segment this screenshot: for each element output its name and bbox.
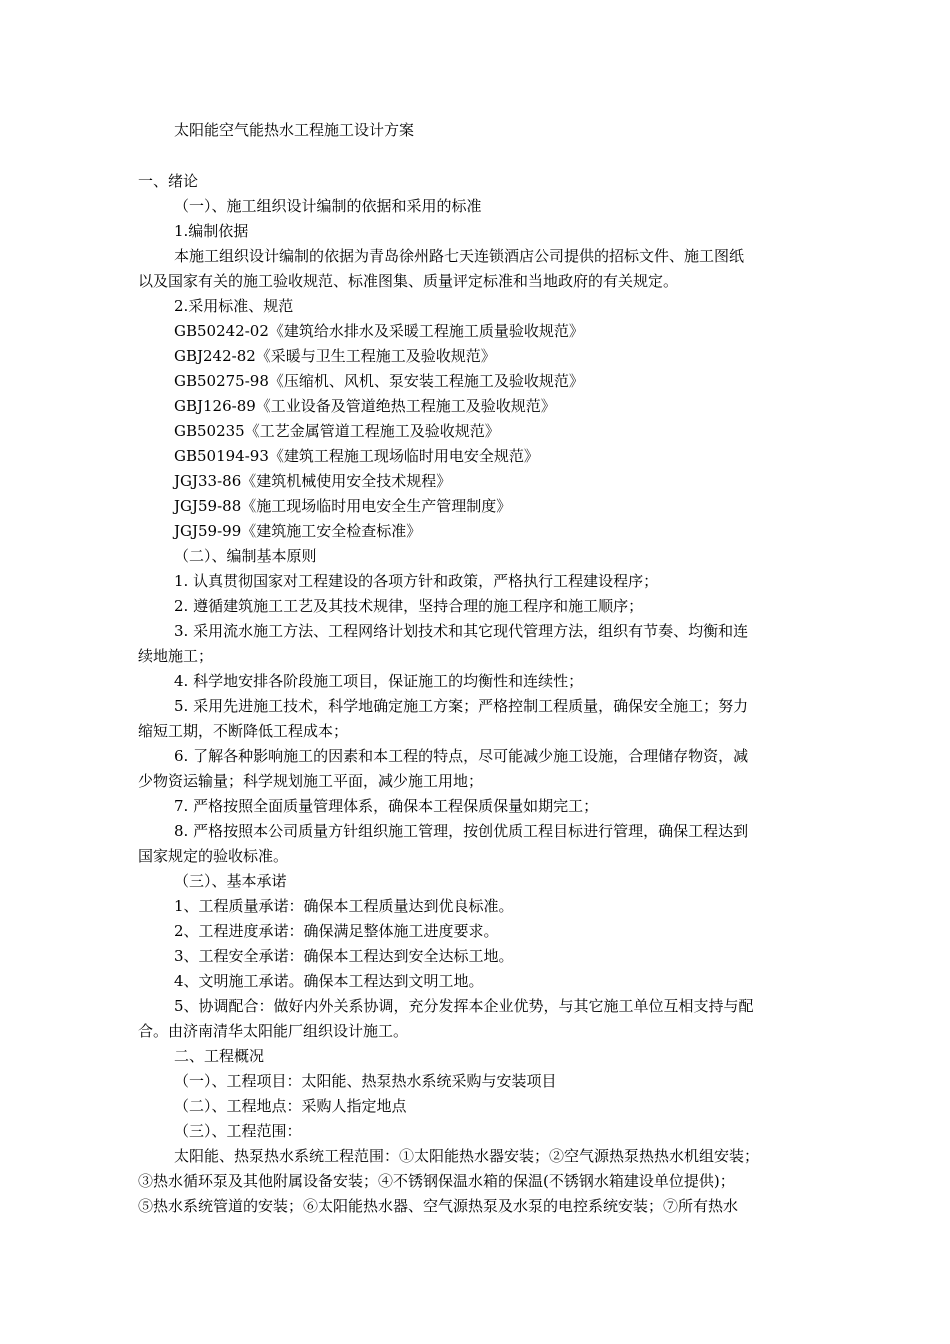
principle-item: 7. 严格按照全面质量管理体系，确保本工程保质保量如期完工； bbox=[174, 797, 599, 815]
overview-item: （二）、工程地点：采购人指定地点 bbox=[174, 1097, 407, 1115]
principle-item: 3. 采用流水施工方法、工程网络计划技术和其它现代管理方法，组织有节奏、均衡和连 bbox=[174, 622, 749, 640]
principle-item: 1. 认真贯彻国家对工程建设的各项方针和政策，严格执行工程建设程序； bbox=[174, 572, 659, 590]
subsection-heading: （二）、编制基本原则 bbox=[174, 547, 317, 565]
commitment-item: 2、工程进度承诺：确保满足整体施工进度要求。 bbox=[174, 922, 499, 940]
principle-item: 少物资运输量；科学规划施工平面，减少施工用地； bbox=[138, 772, 484, 790]
principle-item: 国家规定的验收标准。 bbox=[138, 847, 289, 865]
paragraph-line: 本施工组织设计编制的依据为青岛徐州路七天连锁酒店公司提供的招标文件、施工图纸 bbox=[174, 247, 745, 265]
section-heading: 一、绪论 bbox=[138, 172, 199, 190]
commitment-item: 合。由济南清华太阳能厂组织设计施工。 bbox=[138, 1022, 409, 1040]
principle-item: 6. 了解各种影响施工的因素和本工程的特点，尽可能减少施工设施，合理储存物资，减 bbox=[174, 747, 749, 765]
overview-item: （三）、工程范围： bbox=[174, 1122, 302, 1140]
item-heading: 1.编制依据 bbox=[174, 222, 249, 240]
section-heading: 二、工程概况 bbox=[174, 1047, 265, 1065]
principle-item: 8. 严格按照本公司质量方针组织施工管理，按创优质工程目标进行管理，确保工程达到 bbox=[174, 822, 749, 840]
principle-item: 缩短工期，不断降低工程成本； bbox=[138, 722, 349, 740]
item-heading: 2.采用标准、规范 bbox=[174, 297, 294, 315]
standard-item: JGJ33-86《建筑机械使用安全技术规程》 bbox=[174, 472, 452, 490]
principle-item: 续地施工； bbox=[138, 647, 214, 665]
overview-item: （一）、工程项目：太阳能、热泵热水系统采购与安装项目 bbox=[174, 1072, 557, 1090]
principle-item: 2. 遵循建筑施工工艺及其技术规律，坚持合理的施工程序和施工顺序； bbox=[174, 597, 644, 615]
commitment-item: 1、工程质量承诺：确保本工程质量达到优良标准。 bbox=[174, 897, 514, 915]
principle-item: 4. 科学地安排各阶段施工项目，保证施工的均衡性和连续性； bbox=[174, 672, 584, 690]
standard-item: GB50194-93《建筑工程施工现场临时用电安全规范》 bbox=[174, 447, 539, 465]
standard-item: GB50235《工艺金属管道工程施工及验收规范》 bbox=[174, 422, 500, 440]
standard-item: JGJ59-99《建筑施工安全检查标准》 bbox=[174, 522, 422, 540]
subsection-heading: （一）、施工组织设计编制的依据和采用的标准 bbox=[174, 197, 482, 215]
standard-item: GBJ242-82《采暖与卫生工程施工及验收规范》 bbox=[174, 347, 496, 365]
document-title: 太阳能空气能热水工程施工设计方案 bbox=[174, 121, 415, 139]
standard-item: GB50275-98《压缩机、风机、泵安装工程施工及验收规范》 bbox=[174, 372, 584, 390]
standard-item: JGJ59-88《施工现场临时用电安全生产管理制度》 bbox=[174, 497, 512, 515]
commitment-item: 3、工程安全承诺：确保本工程达到安全达标工地。 bbox=[174, 947, 514, 965]
paragraph-line: 以及国家有关的施工验收规范、标准图集、质量评定标准和当地政府的有关规定。 bbox=[138, 272, 679, 290]
paragraph-line: ⑤热水系统管道的安装；⑥太阳能热水器、空气源热泵及水泵的电控系统安装；⑦所有热水 bbox=[138, 1197, 739, 1215]
commitment-item: 5、协调配合：做好内外关系协调，充分发挥本企业优势，与其它施工单位互相支持与配 bbox=[174, 997, 754, 1015]
paragraph-line: 太阳能、热泵热水系统工程范围：①太阳能热水器安装；②空气源热泵热热水机组安装； bbox=[174, 1147, 760, 1165]
standard-item: GBJ126-89《工业设备及管道绝热工程施工及验收规范》 bbox=[174, 397, 556, 415]
subsection-heading: （三）、基本承诺 bbox=[174, 872, 287, 890]
paragraph-line: ③热水循环泵及其他附属设备安装；④不锈钢保温水箱的保温(不锈钢水箱建设单位提供)； bbox=[138, 1172, 735, 1190]
standard-item: GB50242-02《建筑给水排水及采暖工程施工质量验收规范》 bbox=[174, 322, 584, 340]
principle-item: 5. 采用先进施工技术，科学地确定施工方案；严格控制工程质量，确保安全施工；努力 bbox=[174, 697, 749, 715]
commitment-item: 4、文明施工承诺。确保本工程达到文明工地。 bbox=[174, 972, 484, 990]
